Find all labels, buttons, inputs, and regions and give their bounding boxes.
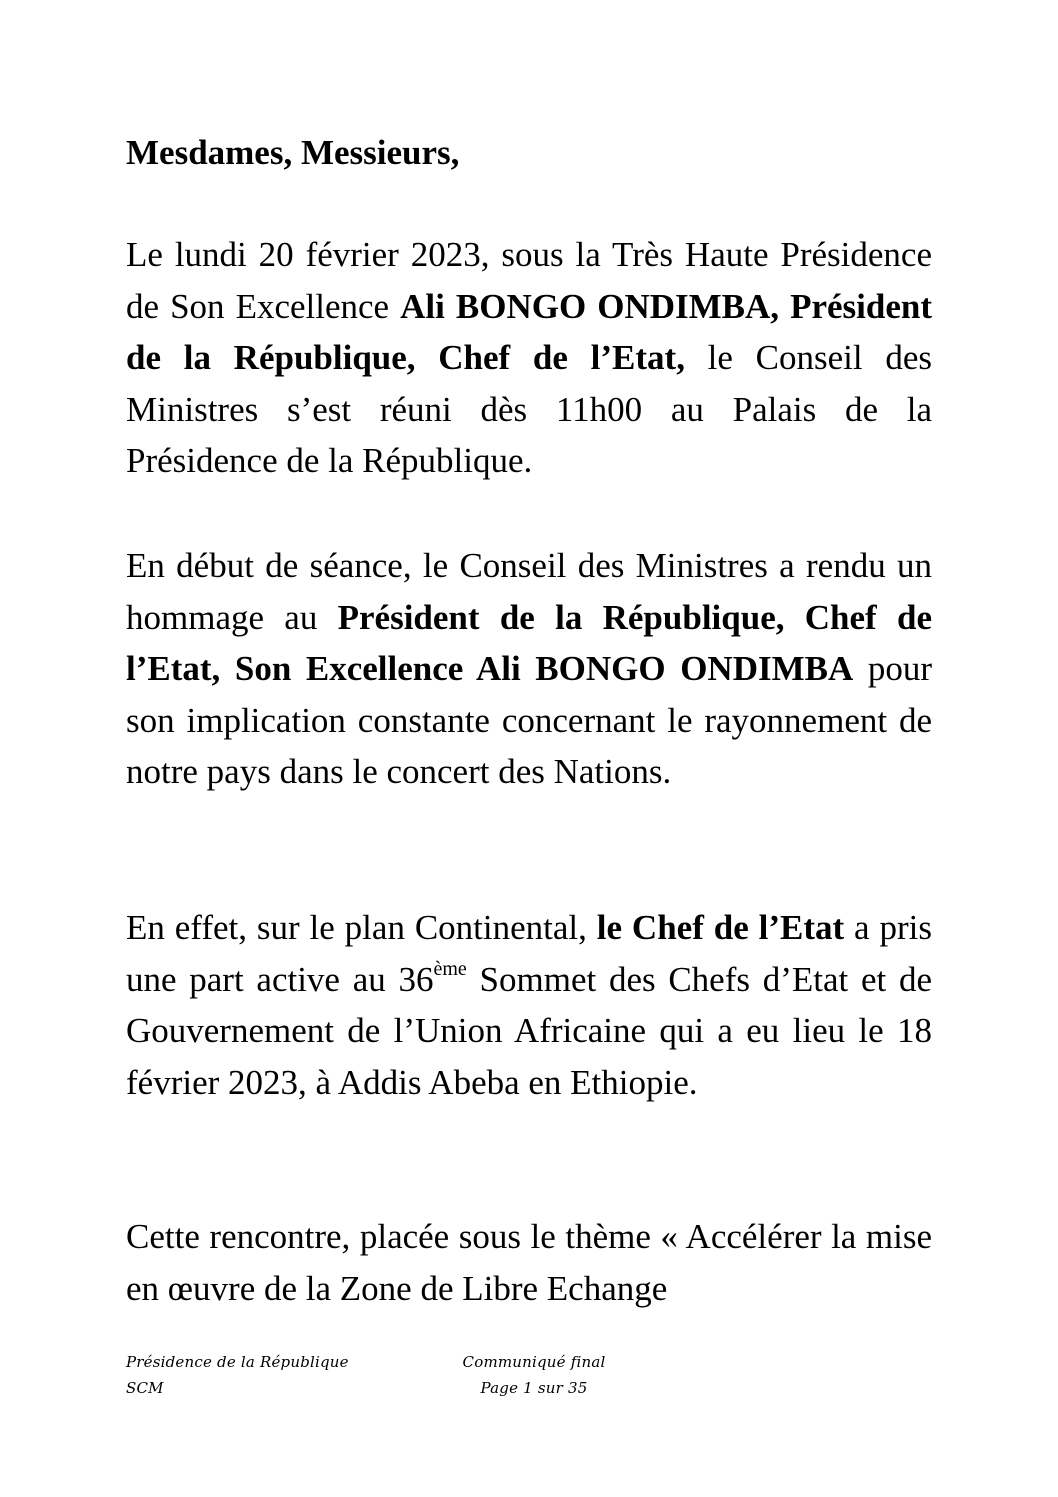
paragraph-1-bold-name: Ali BONGO ONDIMBA: [400, 286, 771, 326]
paragraph-3-text-2: a pris une part active au 36: [126, 908, 932, 999]
paragraph-3-bold: le Chef de l’Etat: [596, 908, 845, 947]
paragraph-2: [126, 540, 932, 798]
footer-page-number: Page 1 sur 35: [480, 1379, 588, 1397]
footer-scm: SCM: [126, 1379, 164, 1397]
footer-right: [454, 1349, 614, 1401]
paragraph-3-text-3: Sommet des Chefs d’Etat et de Gouvernement de l’Union Africaine qui a eu lieu le 18 février 2023, à Addis Abeba en Ethiopie.: [126, 959, 932, 1102]
paragraph-1-text-2: le Conseil des Ministres s’est réuni dès 11h00 au Palais de la Présidence de la République.: [126, 338, 932, 480]
footer-left: [126, 1349, 349, 1401]
salutation: Mesdames, Messieurs,: [126, 133, 460, 172]
paragraph-3-text-1: En effet, sur le plan Continental,: [126, 908, 597, 947]
paragraph-4: [126, 1211, 932, 1314]
paragraph-2-bold: Président de la République, Chef de l’Etat, Son Excellence Ali BONGO ONDIMBA: [126, 597, 932, 688]
paragraph-1: [126, 229, 932, 487]
paragraph-3-superscript: ème: [433, 957, 467, 980]
paragraph-2-text-2: pour son implication constante concernant le rayonnement de notre pays dans le concert des Nations.: [126, 649, 932, 791]
paragraph-1-bold-title: , Président de la République, Chef de l’Etat,: [126, 286, 932, 377]
paragraph-1-text-1: Le lundi 20 février 2023, sous la Très Haute Présidence de Son Excellence: [126, 235, 932, 326]
paragraph-3: [126, 902, 932, 1108]
footer-communique: Communiqué final: [462, 1353, 606, 1371]
footer-presidence: Présidence de la République: [126, 1353, 349, 1371]
paragraph-2-text-1: En début de séance, le Conseil des Ministres a rendu un hommage au: [126, 546, 932, 637]
paragraph-4-text-1: Cette rencontre, placée sous le thème « Accélérer la mise en œuvre de la Zone de Libre Echange: [126, 1217, 932, 1308]
